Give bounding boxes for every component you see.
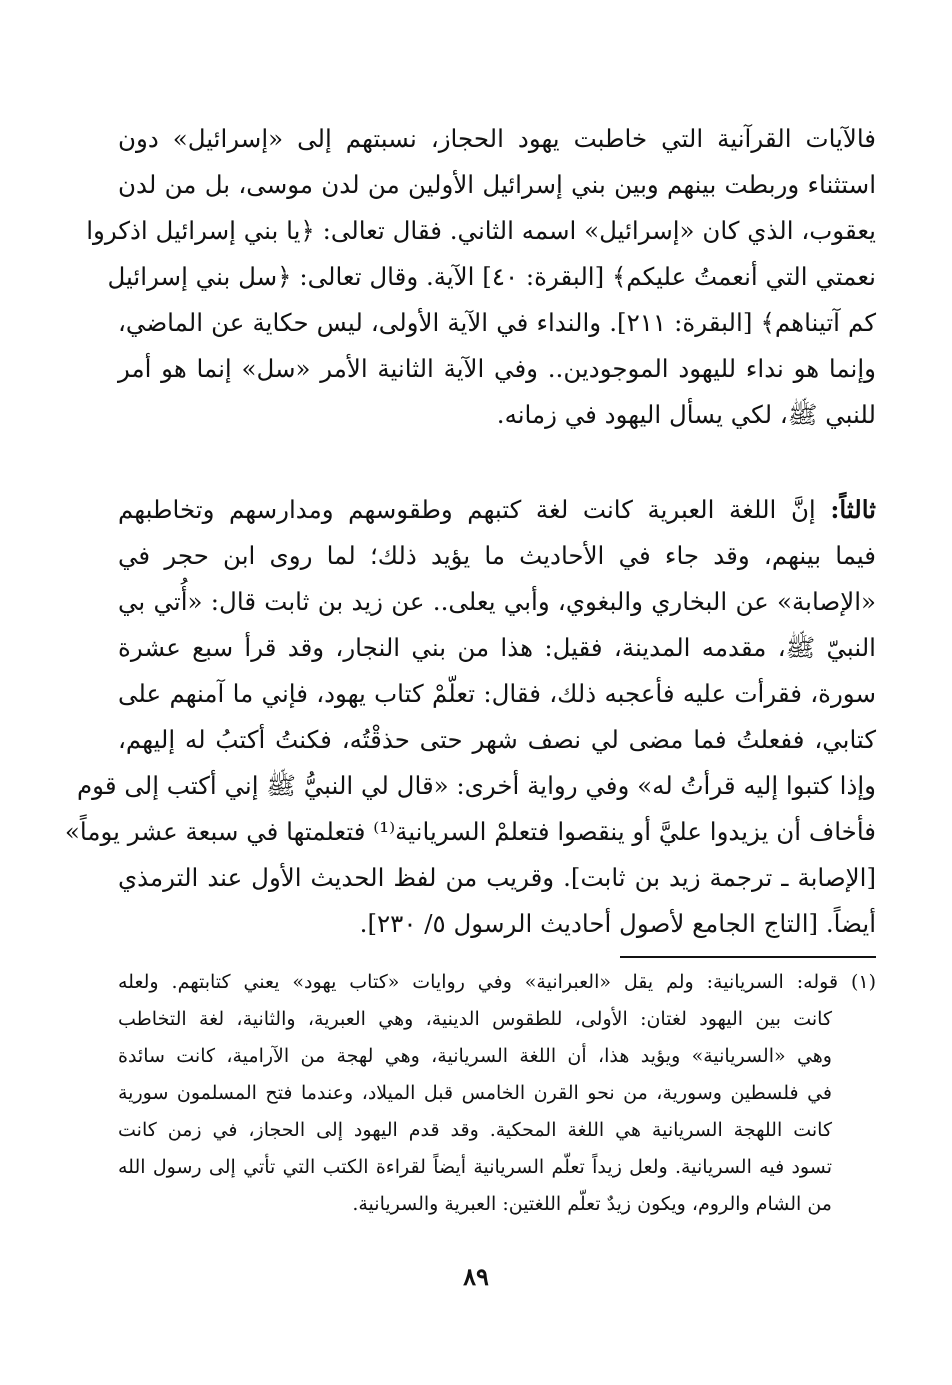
paragraph-line: نعمتي التي أنعمتُ عليكم﴾ [البقرة: ٤٠] الآية. وقال تعالى: ﴿سل بني إسرائيل — [107, 262, 876, 291]
paragraph-first-line — [118, 487, 876, 533]
paragraph-line: كتابي، ففعلتُ فما مضى لي نصف شهر حتى حذقْتُه، فكنتُ أكتبُ له إليهم، — [118, 725, 876, 754]
footnote-line: كانت اللهجة السريانية هي اللغة المحكية. وقد قدم اليهود إلى الحجاز، في زمن كانت — [118, 1119, 832, 1141]
footnote-line: من الشام والروم، ويكون زيدٌ تعلّم اللغتين: العبرية والسريانية. — [352, 1193, 832, 1215]
footnote-line: كانت بين اليهود لغتان: الأولى، للطقوس الدينية، وهي العبرية، والثانية، لغة التخاطب — [118, 1008, 832, 1030]
footnote-line: تسود فيه السريانية. ولعل زيداً تعلّم السريانية أيضاً لقراءة الكتب التي تأتي إلى رسول الله — [118, 1156, 832, 1178]
paragraph-1 — [86, 116, 877, 438]
paragraph-line-rest: إنَّ اللغة العبرية كانت لغة كتبهم وطقوسهم ومدارسهم وتخاطبهم — [118, 495, 816, 524]
paragraph-line: للنبي ﷺ، لكي يسأل اليهود في زمانه. — [496, 400, 876, 429]
paragraph-line: سورة، فقرأت عليه فأعجبه ذلك، فقال: تعلّمْ كتاب يهود، فإني ما آمنهم على — [118, 679, 876, 708]
paragraph-line: كم آتيناهم﴾ [البقرة: ٢١١]. والنداء في الآية الأولى، ليس حكاية عن الماضي، — [118, 308, 877, 337]
paragraph-line: [الإصابة ـ ترجمة زيد بن ثابت]. وقريب من لفظ الحديث الأول عند الترمذي — [118, 863, 876, 892]
footnote-line: (١) قوله: السريانية: ولم يقل «العبرانية» وفي روايات «كتاب يهود» يعني كتابتهم. ولعله — [118, 971, 876, 993]
footnote — [118, 964, 876, 1223]
paragraph-line: فأخاف أن يزيدوا عليَّ أو ينقصوا فتعلمْ السريانية⁽¹⁾ فتعلمتها في سبعة عشر يوماً» — [64, 817, 876, 846]
paragraph-line: استثناء وربطت بينهم وبين بني إسرائيل الأولين من لدن موسى، بل من لدن — [118, 170, 876, 199]
paragraph-line: وإنما هو نداء لليهود الموجودين.. وفي الآية الثانية الأمر «سل» إنما هو أمر — [118, 354, 876, 383]
footnote-divider — [620, 956, 876, 958]
section-lead: ثالثاً: — [830, 495, 876, 524]
paragraph-2 — [64, 487, 876, 947]
paragraph-line: «الإصابة» عن البخاري والبغوي، وأبي يعلى.. عن زيد بن ثابت قال: «أُتي بي — [118, 587, 876, 616]
paragraph-line: وإذا كتبوا إليه قرأتُ له» وفي رواية أخرى: «قال لي النبيُّ ﷺ إني أكتب إلى قوم — [77, 771, 876, 800]
paragraph-line: النبيّ ﷺ، مقدمه المدينة، فقيل: هذا من بني النجار، وقد قرأ سبع عشرة — [118, 633, 876, 662]
paragraph-line: فالآيات القرآنية التي خاطبت يهود الحجاز، نسبتهم إلى «إسرائيل» دون — [118, 124, 876, 153]
footnote-line: وهي «السريانية» ويؤيد هذا، أن اللغة السريانية، وهي لهجة من الآرامية، كانت سائدة — [118, 1045, 832, 1067]
paragraph-line: أيضاً. [التاج الجامع لأصول أحاديث الرسول ٥/ ٢٣٠]. — [359, 909, 876, 938]
paragraph-line: يعقوب، الذي كان «إسرائيل» اسمه الثاني. فقال تعالى: ﴿يا بني إسرائيل اذكروا — [86, 216, 876, 245]
paragraph-line: فيما بينهم، وقد جاء في الأحاديث ما يؤيد ذلك؛ لما روى ابن حجر في — [118, 541, 876, 570]
page-number: ٨٩ — [463, 1262, 489, 1291]
footnote-line: في فلسطين وسورية، من نحو القرن الخامس قبل الميلاد، وعندما فتح المسلمون سورية — [118, 1082, 832, 1104]
